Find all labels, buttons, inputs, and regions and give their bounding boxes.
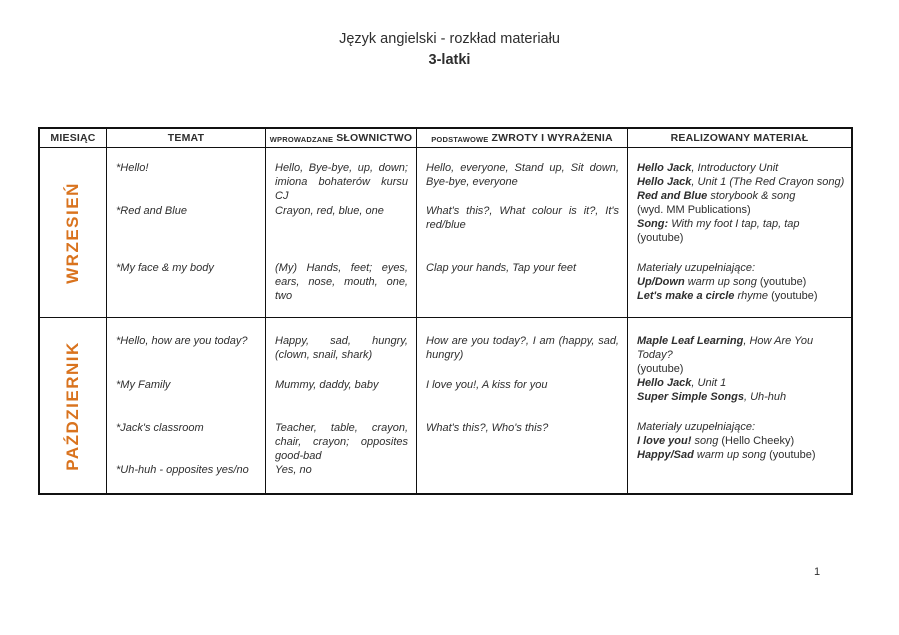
vocabulary-item: Happy, sad, hungry, (clown, snail, shark) <box>275 335 408 361</box>
material-line: Let's make a circle rhyme (youtube) <box>637 290 818 302</box>
document-subtitle: 3-latki <box>428 52 471 68</box>
month-cell-september <box>40 148 107 318</box>
phrases-item: What's this?, Who's this? <box>426 422 549 434</box>
phrases-cell-september <box>417 148 628 318</box>
material-line: Song: With my foot I tap, tap, tap <box>637 218 800 230</box>
topic-cell-october <box>107 318 266 493</box>
header-cell-phrases <box>417 129 628 148</box>
month-label-september: WRZESIEŃ <box>63 181 83 284</box>
header-phrases-label: ZWROTY I WYRAŻENIA <box>491 132 613 144</box>
material-cell-october <box>628 318 851 493</box>
material-line: Up/Down warm up song (youtube) <box>637 276 807 288</box>
material-line: (wyd. MM Publications) <box>637 204 751 216</box>
vocabulary-item: Hello, Bye-bye, up, down; imiona bohaterów kursu CJ <box>275 162 408 202</box>
material-line: Hello Jack, Introductory Unit <box>637 162 779 174</box>
material-line: Materiały uzupełniające: <box>637 421 756 433</box>
vocabulary-item: (My) Hands, feet; eyes, ears, nose, mouth, one, two <box>275 262 408 302</box>
phrases-item: Hello, everyone, Stand up, Sit down, Bye-bye, everyone <box>426 162 619 188</box>
material-line: Hello Jack, Unit 1 <box>637 377 727 389</box>
material-line <box>637 245 845 261</box>
material-line: (youtube) <box>637 363 684 375</box>
material-line: Maple Leaf Learning, How Are You Today? <box>637 335 814 361</box>
vocabulary-item: Teacher, table, crayon, chair, crayon; opposites good-bad <box>275 422 408 462</box>
topic-item: *Jack's classroom <box>116 422 204 434</box>
header-cell-topic <box>107 129 266 148</box>
vocabulary-cell-september <box>266 148 417 318</box>
phrases-item: How are you today?, I am (happy, sad, hungry) <box>426 335 619 361</box>
page-number: 1 <box>814 566 821 578</box>
header-vocabulary-label: SŁOWNICTWO <box>336 132 413 144</box>
vocabulary-cell-october <box>266 318 417 493</box>
month-cell-october <box>40 318 107 493</box>
phrases-item: Clap your hands, Tap your feet <box>426 262 577 274</box>
vocabulary-item: Mummy, daddy, baby <box>275 379 379 391</box>
topic-item: *Uh-huh - opposites yes/no <box>116 464 249 476</box>
header-cell-material <box>628 129 851 148</box>
header-cell-vocabulary <box>266 129 417 148</box>
header-month-label: MIESIĄC <box>50 132 96 144</box>
material-line: Hello Jack, Unit 1 (The Red Crayon song) <box>637 176 845 188</box>
material-line: (youtube) <box>637 232 684 244</box>
phrases-item: I love you!, A kiss for you <box>426 379 548 391</box>
vocabulary-item: Yes, no <box>275 464 312 476</box>
document-title: Język angielski - rozkład materiału <box>339 31 560 47</box>
material-line: Red and Blue storybook & song <box>637 190 796 202</box>
topic-item: *My face & my body <box>116 262 214 274</box>
phrases-cell-october <box>417 318 628 493</box>
phrases-item: What's this?, What colour is it?, It's red/blue <box>426 205 619 231</box>
header-phrases-prefix: PODSTAWOWE <box>431 134 489 144</box>
header-material-label: REALIZOWANY MATERIAŁ <box>670 132 809 144</box>
curriculum-table <box>38 127 853 495</box>
material-cell-september <box>628 148 851 318</box>
material-line: Super Simple Songs, Uh-huh <box>637 391 787 403</box>
header-cell-month <box>40 129 107 148</box>
topic-item: *Hello, how are you today? <box>116 335 248 347</box>
topic-item: *Red and Blue <box>116 205 187 217</box>
topic-cell-september <box>107 148 266 318</box>
material-line: Materiały uzupełniające: <box>637 262 756 274</box>
header-vocabulary-prefix: WPROWADZANE <box>269 134 334 144</box>
topic-item: *Hello! <box>116 162 149 174</box>
document-header <box>0 29 899 71</box>
vocabulary-item: Crayon, red, blue, one <box>275 205 384 217</box>
material-line: Happy/Sad warm up song (youtube) <box>637 449 816 461</box>
month-label-october: PAŹDZIERNIK <box>63 340 83 471</box>
material-line <box>637 404 845 420</box>
topic-item: *My Family <box>116 379 171 391</box>
material-line: I love you! song (Hello Cheeky) <box>637 435 795 447</box>
header-topic-label: TEMAT <box>167 132 205 144</box>
